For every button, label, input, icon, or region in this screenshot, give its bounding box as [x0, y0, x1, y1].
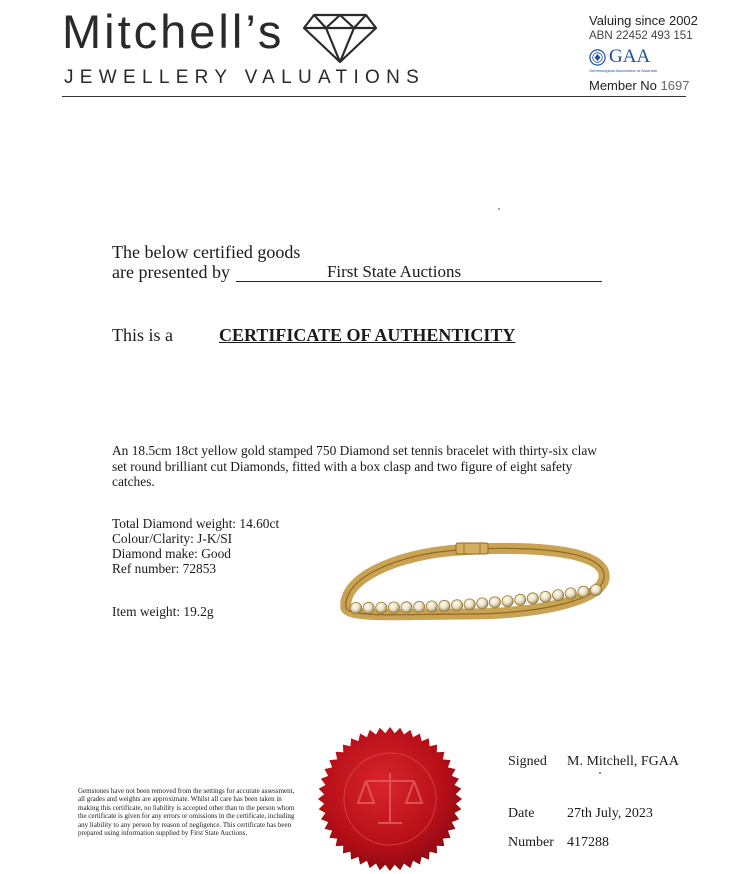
presenter-name: First State Auctions: [326, 262, 462, 281]
brand-name: Mitchell’s: [62, 5, 285, 58]
bracelet-diamond: [502, 596, 513, 607]
bracelet-diamond: [414, 601, 425, 612]
presented-line-1: The below certified goods: [112, 242, 301, 262]
bracelet-diamond: [477, 598, 488, 609]
bracelet-diamond: [489, 597, 500, 608]
signature-mark: [599, 772, 601, 774]
spec-colour-clarity: Colour/Clarity: J-K/SI: [112, 531, 233, 546]
item-description: An 18.5cm 18ct yellow gold stamped 750 Diamond set tennis bracelet with thirty-six claw set round brilliant cut Diamonds, fitted with a box clasp and two figure of eight safety catches.: [112, 443, 597, 490]
bracelet-diamond: [376, 602, 387, 613]
certificate-label: This is a: [112, 325, 173, 345]
member-no-value: 1697: [660, 78, 690, 93]
stray-mark: [498, 208, 500, 210]
signed-value: M. Mitchell, FGAA: [567, 754, 679, 769]
bracelet-diamond: [401, 602, 412, 613]
date-value: 27th July, 2023: [567, 806, 653, 821]
bracelet-diamond: [388, 602, 399, 613]
bracelet-diamond: [363, 602, 374, 613]
bracelet-diamond: [527, 593, 538, 604]
presenter-underline: [236, 281, 602, 282]
bracelet-diamond: [350, 602, 361, 613]
bracelet-diamond: [439, 600, 450, 611]
date-label: Date: [508, 806, 535, 821]
signed-label: Signed: [508, 754, 547, 769]
bracelet-diamond: [540, 591, 551, 602]
member-label: Member No: [589, 78, 657, 93]
diamond-icon: [302, 12, 378, 64]
bracelet-diamond: [452, 600, 463, 611]
bracelet-diamond: [515, 594, 526, 605]
number-label: Number: [508, 835, 554, 850]
tennis-bracelet-photo: [338, 538, 610, 626]
spec-diamond-make: Diamond make: Good: [112, 546, 232, 561]
valuing-since: Valuing since 2002: [589, 13, 698, 28]
spec-item-weight: Item weight: 19.2g: [112, 604, 214, 619]
wax-seal-scales-icon: [316, 725, 464, 873]
gaa-emblem-icon: [589, 49, 606, 66]
member-number: [589, 79, 689, 92]
header-divider: [62, 96, 686, 97]
bracelet-diamond: [578, 586, 589, 597]
disclaimer-text: Gemstones have not been removed from the settings for accurate assessment, all grades and weights are approximate. Whilst all care has been taken in making this certificate, no liability is accepted other than to the person whom the certificate is given for any errors or omissions in the certificate, including any liability to any person by reason of negligence. This certificate has been prepared using information supplied by First State Auctions.: [78, 787, 295, 838]
presented-line-2: are presented by: [112, 262, 230, 282]
bracelet-diamond: [426, 601, 437, 612]
number-value: 417288: [567, 835, 609, 850]
certificate-title: CERTIFICATE OF AUTHENTICITY: [219, 325, 516, 345]
bracelet-diamond: [553, 590, 564, 601]
bracelet-diamond: [464, 599, 475, 610]
brand-subtitle: JEWELLERY VALUATIONS: [64, 67, 426, 88]
spec-ref-number: Ref number: 72853: [112, 561, 217, 576]
gaa-label: GAA: [609, 46, 651, 67]
spec-total-weight: Total Diamond weight: 14.60ct: [112, 516, 280, 531]
abn-number: ABN 22452 493 151: [589, 30, 693, 42]
bracelet-diamond: [590, 584, 601, 595]
bracelet-diamond: [565, 588, 576, 599]
gaa-subtext: Gemmological Association of Australia: [589, 68, 657, 73]
